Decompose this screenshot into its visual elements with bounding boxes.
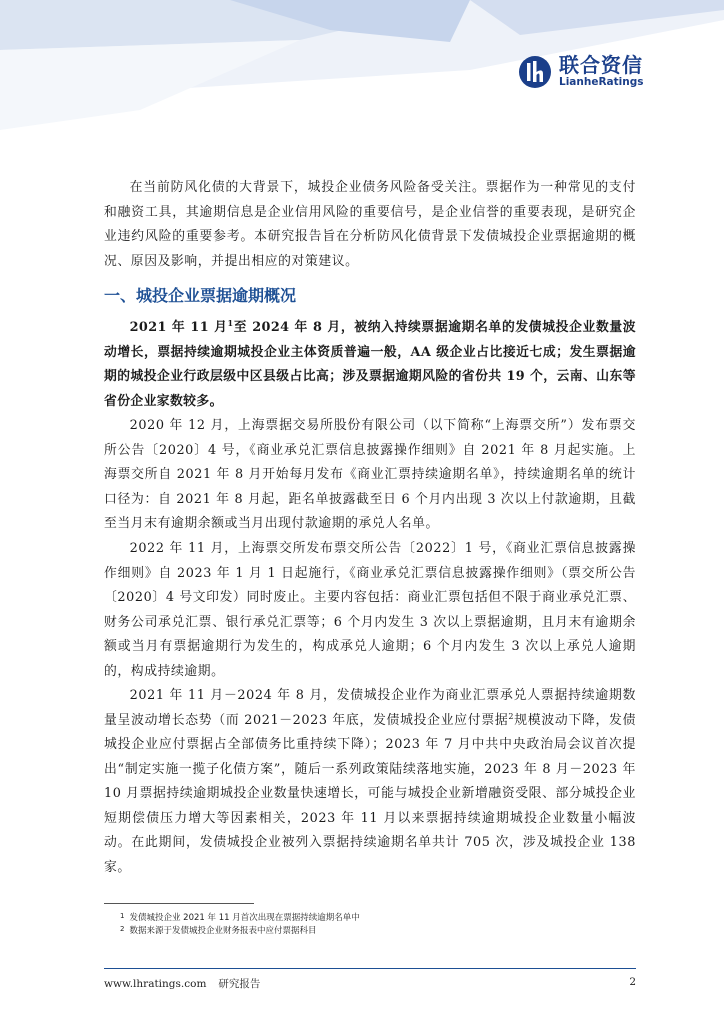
footer-doc-type: 研究报告 (218, 978, 261, 990)
footnote-1-text: 发债城投企业 2021 年 11 月首次出现在票据持续逾期名单中 (129, 913, 360, 923)
footnote-divider (104, 903, 254, 904)
body-paragraph-2022: 2022 年 11 月，上海票交所发布票交所公告〔2022〕1 号，《商业汇票信息披露操作细则》自 2023 年 1 月 1 日起施行，《商业承兑汇票信息披露操作细则》（票交所公告〔2020〕4 号文印发）同时废止。主要内容包括：商业汇票包括但不限于商业承兑汇票、财务公司承兑汇票、银行承兑汇票等；6 个月内发生 3 次以上票据逾期，且月末有逾期余额或当月有票据逾期行为发生的，构成承兑人逾期；6 个月内发生 3 次以上承兑人逾期的，构成持续逾期。 (104, 541, 636, 679)
body-paragraph-trend (104, 684, 636, 880)
summary-text-start: 2021 年 11 月 (129, 320, 228, 335)
intro-paragraph: 在当前防风化债的大背景下，城投企业债务风险备受关注。票据作为一种常见的支付和融资工具，其逾期信息是企业信用风险的重要信号，是企业信誉的重要表现，是研究企业违约风险的重要参考。本研究报告旨在分析防风化债背景下发债城投企业票据逾期的概况、原因及影响，并提出相应的对策建议。 (104, 180, 636, 269)
body-paragraph-2020: 2020 年 12 月，上海票据交易所股份有限公司（以下简称“上海票交所”）发布票交所公告〔2020〕4 号，《商业承兑汇票信息披露操作细则》自 2021 年 8 月起实施。上海票交所自 2021 年 8 月开始每月发布《商业汇票持续逾期名单》，持续逾期名单的统计口径为：自 2021 年 8 月起，距名单披露截至日 6 个月内出现 3 次以上付款逾期，且截至当月末有逾期余额或当月出现付款逾期的承兑人名单。 (104, 418, 636, 531)
footer-divider (104, 968, 636, 969)
logo-wordmark (559, 54, 643, 89)
footnote-2-number: 2 (120, 925, 125, 933)
summary-text-end: 至 2024 年 8 月，被纳入持续票据逾期名单的发债城投企业数量波动增长，票据持续逾期城投企业主体资质普遍一般，AA 级企业占比接近七成；发生票据逾期的城投企业行政层级中区县级占比高；涉及票据逾期风险的省份共 19 个，云南、山东等省份企业家数较多。 (104, 320, 636, 409)
footnote-2-text: 数据来源于发债城投企业财务报表中应付票据科目 (129, 926, 317, 936)
trend-text-start: 2021 年 11 月－2024 年 8 月，发债城投企业作为商业汇票承兑人票据持续逾期数量呈波动增长态势（而 2021－2023 年底，发债城投企业应付票据 (104, 688, 636, 728)
footer-website-link[interactable]: www.lhratings.com (104, 978, 207, 990)
page-number: 2 (629, 976, 636, 988)
summary-paragraph (104, 316, 636, 414)
footnote-ref-2: 2 (508, 711, 515, 721)
banner-shape-fade (0, 40, 300, 130)
company-logo (518, 54, 643, 89)
footer-left (104, 976, 260, 991)
brand-name-en: LianheRatings (559, 76, 644, 88)
footnote-2 (120, 923, 316, 938)
brand-name-cn: 联合资信 (559, 53, 643, 77)
logo-mark-icon (518, 55, 552, 89)
trend-text-end: 规模波动下降，发债城投企业应付票据占全部债务比重持续下降）；2023 年 7 月中共中央政治局会议首次提出“制定实施一揽子化债方案”，随后一系列政策陆续落地实施，2023 年 8 月－2023 年 10 月票据持续逾期城投企业数量快速增长，可能与城投企业新增融资受限、部分城投企业短期偿债压力增大等因素相关，2023 年 11 月以来票据持续逾期城投企业数量小幅波动。在此期间，发债城投企业被列入票据持续逾期名单共计 705 次，涉及城投企业 138 家。 (104, 712, 636, 875)
footnote-ref-1: 1 (227, 318, 234, 328)
footnote-1-number: 1 (120, 912, 125, 920)
section-heading: 一、城投企业票据逾期概况 (104, 286, 297, 305)
